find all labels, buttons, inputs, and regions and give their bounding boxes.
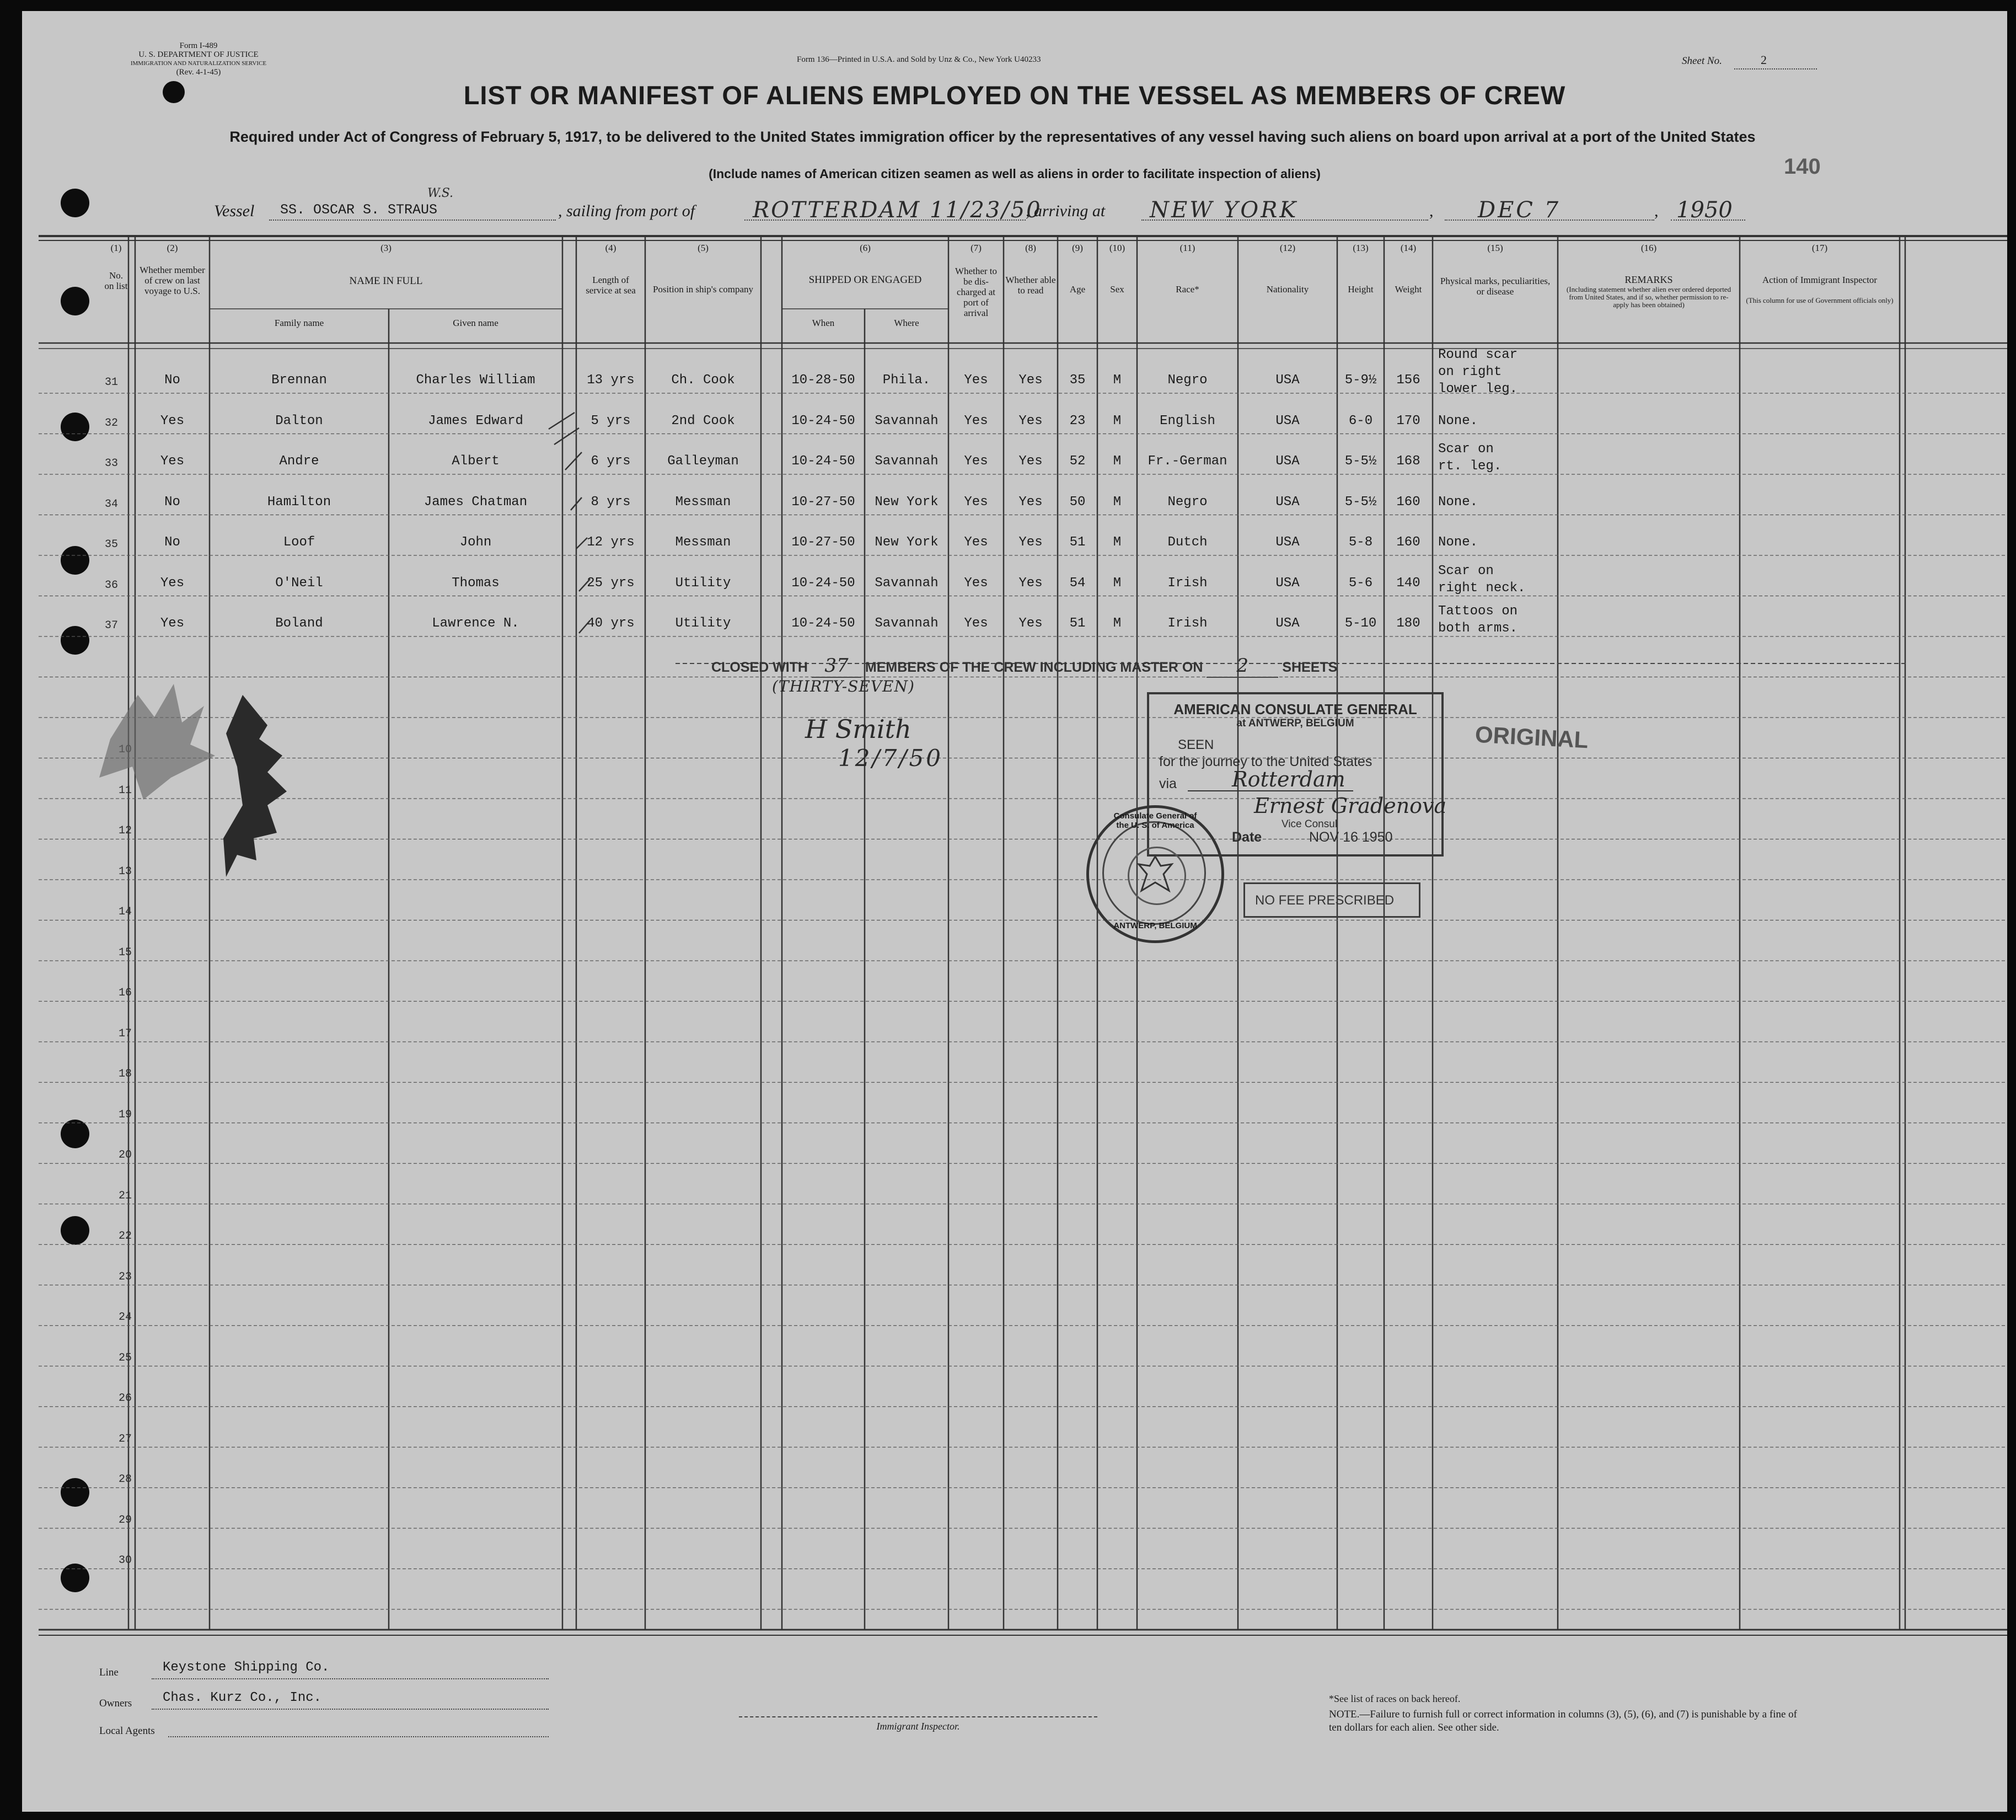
blank-row-number: 18 bbox=[119, 1068, 132, 1080]
cell-prev: Yes bbox=[160, 454, 185, 469]
eagle-icon bbox=[1136, 852, 1175, 896]
footer-note bbox=[1329, 1708, 1798, 1735]
service-name: IMMIGRATION AND NATURALIZATION SERVICE bbox=[130, 60, 267, 67]
cell-weight: 160 bbox=[1396, 535, 1420, 550]
page-title: LIST OR MANIFEST OF ALIENS EMPLOYED ON THE VESSEL AS MEMBERS OF CREW bbox=[463, 81, 1566, 110]
footer-note-text: —Failure to furnish full or correct information in columns (3), (5), (6), and (7) is punishable by a fine of ten dollars for each alien. See other side. bbox=[1329, 1709, 1797, 1733]
cell-given: Charles William bbox=[416, 373, 535, 388]
seal-text-bottom: ANTWERP, BELGIUM bbox=[1113, 921, 1197, 930]
blank-row-number: 16 bbox=[119, 987, 132, 999]
cell-family: Andre bbox=[279, 454, 319, 469]
col-header-read: Whether able to read bbox=[1005, 275, 1056, 296]
col-num-11: (11) bbox=[1179, 243, 1195, 253]
col-header-nationality: Nationality bbox=[1266, 284, 1309, 295]
cell-prev: Yes bbox=[160, 575, 185, 591]
cell-service: 8 yrs bbox=[591, 494, 631, 510]
cell-height: 5-9½ bbox=[1344, 373, 1377, 388]
col-header-position: Position in ship's company bbox=[652, 284, 754, 295]
cell-family: Brennan bbox=[271, 373, 327, 388]
no-fee-text: NO FEE PRESCRIBED bbox=[1255, 893, 1395, 908]
closing-suffix: SHEETS bbox=[1282, 660, 1338, 675]
col-header-prev-voyage: Whether member of crew on last voyage to U.S. bbox=[140, 265, 205, 296]
cell-when: 10-27-50 bbox=[791, 494, 855, 510]
col-header-race: Race* bbox=[1176, 284, 1199, 295]
cell-when: 10-24-50 bbox=[791, 616, 855, 631]
col-num-10: (10) bbox=[1109, 243, 1125, 253]
cell-discharged: Yes bbox=[964, 494, 988, 510]
cell-discharged: Yes bbox=[964, 535, 988, 550]
cell-sex: M bbox=[1113, 454, 1122, 469]
cell-read: Yes bbox=[1018, 413, 1043, 429]
consulate-city: at ANTWERP, BELGIUM bbox=[1236, 718, 1354, 729]
cell-race: Dutch bbox=[1167, 535, 1208, 550]
cell-family: Dalton bbox=[275, 413, 323, 429]
footer-owners-label: Owners bbox=[99, 1698, 132, 1709]
sailing-label: , sailing from port of bbox=[558, 202, 695, 220]
cell-height: 5-8 bbox=[1348, 535, 1373, 550]
blank-row-number: 12 bbox=[119, 825, 132, 837]
blank-row-number: 21 bbox=[119, 1189, 132, 1202]
cell-nationality: USA bbox=[1275, 413, 1300, 429]
cell-service: 25 yrs bbox=[587, 575, 635, 591]
cell-weight: 160 bbox=[1396, 494, 1420, 510]
closing-count: 37 bbox=[812, 655, 861, 678]
blank-row-number: 20 bbox=[119, 1149, 132, 1161]
cell-height: 6-0 bbox=[1348, 413, 1373, 429]
consulate-name: AMERICAN CONSULATE GENERAL bbox=[1173, 701, 1417, 718]
cell-weight: 156 bbox=[1396, 373, 1420, 388]
arrival-date: DEC 7 bbox=[1478, 197, 1561, 223]
blank-row-number: 14 bbox=[119, 906, 132, 918]
col-header-given: Given name bbox=[453, 318, 498, 328]
cell-when: 10-24-50 bbox=[791, 413, 855, 429]
form-number: Form I-489 bbox=[179, 41, 218, 50]
vessel-label: Vessel bbox=[214, 202, 255, 220]
cell-service: 5 yrs bbox=[591, 413, 631, 429]
cell-marks: on right bbox=[1438, 365, 1502, 379]
closing-written-count: (THIRTY-SEVEN) bbox=[772, 677, 915, 695]
cell-given: James Edward bbox=[428, 413, 523, 429]
footer-note-label: NOTE. bbox=[1329, 1709, 1360, 1720]
cell-age: 50 bbox=[1069, 494, 1086, 510]
col-header-sex: Sex bbox=[1110, 284, 1124, 295]
cell-marks: rt. leg. bbox=[1438, 459, 1502, 474]
cell-position: 2nd Cook bbox=[671, 413, 735, 429]
cell-height: 5-5½ bbox=[1344, 494, 1377, 510]
cell-race: Negro bbox=[1167, 494, 1208, 510]
cell-prev: No bbox=[164, 535, 180, 550]
consulate-seen: SEEN bbox=[1178, 737, 1214, 752]
sheet-number: 2 bbox=[1761, 53, 1767, 67]
cell-weight: 170 bbox=[1396, 413, 1420, 429]
cell-age: 35 bbox=[1069, 373, 1086, 388]
cell-sex: M bbox=[1113, 535, 1122, 550]
footer-line-label: Line bbox=[99, 1667, 119, 1678]
blank-row-number: 30 bbox=[119, 1554, 132, 1567]
cell-prev: No bbox=[164, 373, 180, 388]
agency-name: U. S. DEPARTMENT OF JUSTICE bbox=[138, 50, 259, 59]
col-header-no: No. on list bbox=[104, 270, 128, 291]
cell-read: Yes bbox=[1018, 616, 1043, 631]
cell-service: 13 yrs bbox=[587, 373, 635, 388]
blank-row-number: 15 bbox=[119, 946, 132, 959]
cell-family: Hamilton bbox=[267, 494, 331, 510]
col-header-when: When bbox=[812, 318, 835, 328]
cell-marks: lower leg. bbox=[1438, 382, 1518, 397]
col-num-7: (7) bbox=[971, 243, 982, 253]
cell-sex: M bbox=[1113, 575, 1122, 591]
cell-when: 10-27-50 bbox=[791, 535, 855, 550]
col-header-action-note: (This column for use of Government officials only) bbox=[1746, 296, 1894, 304]
footer-agents-label: Local Agents bbox=[99, 1725, 155, 1737]
cell-read: Yes bbox=[1018, 454, 1043, 469]
cell-prev: Yes bbox=[160, 616, 185, 631]
cell-family: Boland bbox=[275, 616, 323, 631]
arriving-port: NEW YORK bbox=[1150, 197, 1299, 223]
cell-position: Messman bbox=[675, 535, 731, 550]
col-header-shipped: SHIPPED OR ENGAGED bbox=[808, 274, 922, 286]
cell-position: Utility bbox=[675, 616, 731, 631]
cell-sex: M bbox=[1113, 373, 1122, 388]
blank-row-number: 29 bbox=[119, 1513, 132, 1527]
cell-where: Phila. bbox=[882, 373, 931, 388]
handwritten-checkmarks bbox=[22, 11, 2007, 673]
consular-seal bbox=[1086, 805, 1224, 943]
form-revision: (Rev. 4-1-45) bbox=[176, 68, 221, 77]
page-number-stamp: 140 bbox=[1784, 154, 1821, 179]
footer-races-note: *See list of races on back hereof. bbox=[1329, 1693, 1461, 1704]
consulate-journey: for the journey to the United States bbox=[1159, 754, 1372, 769]
subtitle-note: (Include names of American citizen seamen as well as aliens in order to facilitate inspection of aliens) bbox=[709, 167, 1321, 181]
no-fee-stamp bbox=[1243, 882, 1420, 918]
blank-row-number: 11 bbox=[119, 784, 132, 797]
col-num-6: (6) bbox=[860, 243, 871, 253]
cell-prev: No bbox=[164, 494, 180, 510]
col-header-service: Length of service at sea bbox=[586, 275, 636, 296]
cell-given: Albert bbox=[452, 454, 500, 469]
cell-sex: M bbox=[1113, 413, 1122, 429]
sailing-port: ROTTERDAM 11/23/50 bbox=[753, 197, 1042, 223]
col-header-action: Action of Immigrant Inspector bbox=[1762, 275, 1878, 285]
cell-given: John bbox=[459, 535, 492, 550]
cell-where: New York bbox=[875, 535, 939, 550]
cell-height: 5-5½ bbox=[1344, 454, 1377, 469]
seal-text-top: Consulate General of the U. S. of America bbox=[1113, 811, 1197, 830]
cell-where: Savannah bbox=[875, 454, 939, 469]
cell-race: Irish bbox=[1167, 575, 1208, 591]
cell-nationality: USA bbox=[1275, 535, 1300, 550]
cell-where: New York bbox=[875, 494, 939, 510]
cell-service: 6 yrs bbox=[591, 454, 631, 469]
col-num-17: (17) bbox=[1811, 243, 1828, 253]
cell-position: Ch. Cook bbox=[671, 373, 735, 388]
cell-marks: Scar on bbox=[1438, 442, 1494, 457]
consulate-via-value: Rotterdam bbox=[1232, 767, 1345, 791]
cell-marks: Round scar bbox=[1438, 347, 1518, 362]
blank-row-number: 19 bbox=[119, 1108, 132, 1121]
blank-row-number: 17 bbox=[119, 1027, 132, 1040]
cell-marks: Scar on bbox=[1438, 563, 1494, 579]
cell-marks: both arms. bbox=[1438, 621, 1518, 636]
cell-height: 5-6 bbox=[1348, 575, 1373, 591]
col-num-4: (4) bbox=[605, 243, 616, 253]
cell-nationality: USA bbox=[1275, 373, 1300, 388]
cell-race: Fr.-German bbox=[1148, 454, 1227, 469]
vessel-name: SS. OSCAR S. STRAUS bbox=[280, 202, 438, 218]
cell-given: James Chatman bbox=[423, 494, 528, 510]
cell-marks: right neck. bbox=[1438, 580, 1526, 596]
cell-nationality: USA bbox=[1275, 575, 1300, 591]
blank-row-number: 23 bbox=[119, 1270, 132, 1283]
col-header-remarks: REMARKS bbox=[1624, 274, 1673, 285]
cell-read: Yes bbox=[1018, 494, 1043, 510]
blank-row-number: 28 bbox=[119, 1473, 132, 1486]
cell-marks: None. bbox=[1438, 535, 1478, 550]
closing-prefix: CLOSED WITH bbox=[711, 660, 808, 675]
cell-service: 40 yrs bbox=[587, 616, 635, 631]
col-num-2: (2) bbox=[167, 243, 178, 253]
col-header-name: NAME IN FULL bbox=[349, 275, 423, 287]
col-num-12: (12) bbox=[1279, 243, 1296, 253]
cell-when: 10-24-50 bbox=[791, 454, 855, 469]
row-number: 37 bbox=[105, 619, 119, 632]
blank-row-number: 22 bbox=[119, 1230, 132, 1243]
footer-line-value: Keystone Shipping Co. bbox=[163, 1660, 330, 1675]
manifest-sheet bbox=[22, 11, 2007, 1812]
cell-service: 12 yrs bbox=[587, 535, 635, 550]
col-header-remarks-note: (Including statement whether alien ever ordered deported from United States, and if so, whether permission to re-apply has been obtained) bbox=[1566, 285, 1731, 309]
cell-given: Thomas bbox=[452, 575, 500, 591]
cell-prev: Yes bbox=[160, 413, 185, 429]
cell-marks: Tattoos on bbox=[1438, 604, 1518, 619]
original-stamp: ORIGINAL bbox=[1474, 721, 1589, 753]
consulate-via-label: via bbox=[1159, 776, 1177, 791]
col-num-3: (3) bbox=[380, 243, 392, 253]
cell-sex: M bbox=[1113, 616, 1122, 631]
blank-row-number: 25 bbox=[119, 1351, 132, 1364]
cell-weight: 180 bbox=[1396, 616, 1420, 631]
cell-where: Savannah bbox=[875, 616, 939, 631]
footer-inspector-label: Immigrant Inspector. bbox=[876, 1721, 960, 1732]
cell-discharged: Yes bbox=[964, 575, 988, 591]
cell-race: Irish bbox=[1167, 616, 1208, 631]
arrival-year: 1950 bbox=[1676, 197, 1733, 223]
cell-family: O'Neil bbox=[275, 575, 323, 591]
inspector-initials-date: 12/7/50 bbox=[838, 745, 943, 772]
row-number: 36 bbox=[105, 579, 119, 592]
inspector-initials: H Smith bbox=[805, 714, 912, 744]
cell-family: Loof bbox=[283, 535, 315, 550]
cell-nationality: USA bbox=[1275, 494, 1300, 510]
consul-title: Vice Consul bbox=[1282, 818, 1338, 830]
cell-read: Yes bbox=[1018, 535, 1043, 550]
cell-where: Savannah bbox=[875, 413, 939, 429]
col-header-family: Family name bbox=[274, 318, 324, 328]
cell-race: English bbox=[1160, 413, 1215, 429]
cell-given: Lawrence N. bbox=[432, 616, 519, 631]
col-num-8: (8) bbox=[1025, 243, 1036, 253]
ribbon-seal-imprint bbox=[77, 673, 320, 893]
closing-sheets: 2 bbox=[1207, 655, 1278, 678]
cell-nationality: USA bbox=[1275, 454, 1300, 469]
cell-discharged: Yes bbox=[964, 413, 988, 429]
col-header-marks: Physical marks, peculiarities, or disease bbox=[1440, 276, 1551, 297]
cell-position: Utility bbox=[675, 575, 731, 591]
blank-row-number: 27 bbox=[119, 1432, 132, 1446]
cell-where: Savannah bbox=[875, 575, 939, 591]
cell-position: Galleyman bbox=[667, 454, 739, 469]
cell-weight: 140 bbox=[1396, 575, 1420, 591]
cell-age: 51 bbox=[1069, 616, 1086, 631]
row-number: 32 bbox=[105, 416, 119, 430]
cell-age: 51 bbox=[1069, 535, 1086, 550]
consulate-date-label: Date bbox=[1232, 829, 1262, 845]
col-header-discharged: Whether to be dis-charged at port of arrival bbox=[955, 266, 997, 318]
col-num-9: (9) bbox=[1072, 243, 1083, 253]
cell-position: Messman bbox=[675, 494, 731, 510]
col-num-14: (14) bbox=[1400, 243, 1417, 253]
cell-height: 5-10 bbox=[1344, 616, 1377, 631]
cell-nationality: USA bbox=[1275, 616, 1300, 631]
cell-age: 23 bbox=[1069, 413, 1086, 429]
blank-row-number: 26 bbox=[119, 1392, 132, 1405]
consul-signature: Ernest Gradenova bbox=[1254, 794, 1447, 818]
col-header-age: Age bbox=[1069, 284, 1086, 295]
col-num-15: (15) bbox=[1487, 243, 1503, 253]
consulate-date-value: NOV 16 1950 bbox=[1309, 829, 1393, 845]
cell-weight: 168 bbox=[1396, 454, 1420, 469]
col-num-1: (1) bbox=[110, 243, 122, 253]
row-number: 31 bbox=[105, 376, 119, 389]
cell-when: 10-28-50 bbox=[791, 373, 855, 388]
blank-row-number: 13 bbox=[119, 865, 132, 878]
cell-marks: None. bbox=[1438, 413, 1478, 429]
row-number: 34 bbox=[105, 497, 119, 511]
cell-read: Yes bbox=[1018, 373, 1043, 388]
closing-middle: MEMBERS OF THE CREW INCLUDING MASTER ON bbox=[865, 660, 1203, 675]
col-num-13: (13) bbox=[1353, 243, 1369, 253]
closing-line bbox=[711, 655, 1337, 678]
blank-row-number: 24 bbox=[119, 1311, 132, 1324]
cell-discharged: Yes bbox=[964, 454, 988, 469]
col-num-5: (5) bbox=[698, 243, 709, 253]
col-header-where: Where bbox=[894, 318, 919, 328]
subtitle-act: Required under Act of Congress of February 5, 1917, to be delivered to the United States immigration officer by the representatives of any vessel having such aliens on board upon arrival at a port of the United States bbox=[229, 129, 1756, 145]
col-num-16: (16) bbox=[1640, 243, 1657, 253]
footer-owners-value: Chas. Kurz Co., Inc. bbox=[163, 1690, 322, 1705]
cell-read: Yes bbox=[1018, 575, 1043, 591]
printer-line: Form 136—Printed in U.S.A. and Sold by Unz & Co., New York U40233 bbox=[797, 55, 1041, 64]
col-header-height: Height bbox=[1348, 284, 1374, 295]
col-header-weight: Weight bbox=[1395, 284, 1422, 295]
vessel-annotation: W.S. bbox=[427, 186, 454, 200]
row-number: 33 bbox=[105, 457, 119, 470]
cell-when: 10-24-50 bbox=[791, 575, 855, 591]
sheet-label: Sheet No. bbox=[1682, 55, 1722, 67]
cell-age: 52 bbox=[1069, 454, 1086, 469]
cell-age: 54 bbox=[1069, 575, 1086, 591]
cell-marks: None. bbox=[1438, 494, 1478, 510]
cell-race: Negro bbox=[1167, 373, 1208, 388]
cell-discharged: Yes bbox=[964, 373, 988, 388]
cell-discharged: Yes bbox=[964, 616, 988, 631]
cell-sex: M bbox=[1113, 494, 1122, 510]
row-number: 35 bbox=[105, 538, 119, 551]
arriving-label: , arriving at bbox=[1026, 202, 1106, 220]
vessel-line: Vessel SS. OSCAR S. STRAUS W.S. , sailing from port of ROTTERDAM 11/23/50 , arriving at NEW YORK , DEC 7 , 1950 bbox=[22, 199, 2007, 226]
